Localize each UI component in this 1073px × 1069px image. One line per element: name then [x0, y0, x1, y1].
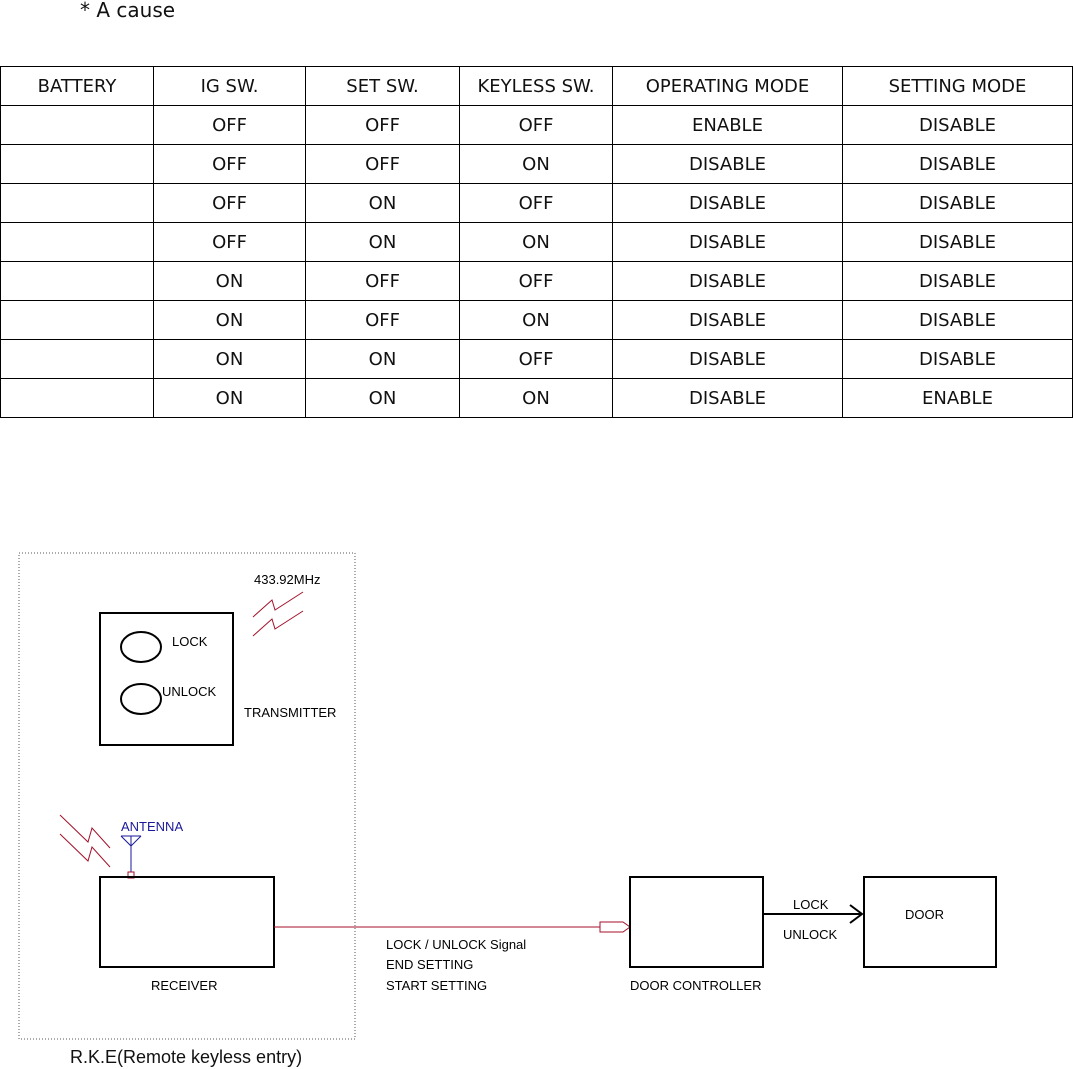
table-cell: ON [154, 379, 306, 418]
table-cell: ON [306, 340, 460, 379]
table-cell: OFF [306, 301, 460, 340]
lock-button-label: LOCK [172, 634, 208, 649]
table-cell: OFF [460, 184, 613, 223]
door-label: DOOR [905, 907, 944, 922]
table-cell: OFF [306, 145, 460, 184]
table-cell: ON [460, 301, 613, 340]
table-cell: ON [306, 184, 460, 223]
table-cell: ON [154, 301, 306, 340]
signal-arrow-icon [600, 922, 630, 932]
diagram-caption: R.K.E(Remote keyless entry) [70, 1047, 303, 1067]
table-cell: ENABLE [843, 379, 1073, 418]
unlock-button[interactable] [121, 684, 161, 714]
antenna-label: ANTENNA [121, 819, 184, 834]
table-cell: DISABLE [843, 106, 1073, 145]
table-cell: OFF [154, 106, 306, 145]
receiver-box [100, 877, 274, 967]
door-controller-label: DOOR CONTROLLER [630, 978, 762, 993]
table-cell: ON [306, 379, 460, 418]
door-link-lock-label: LOCK [793, 897, 829, 912]
unlock-button-label: UNLOCK [162, 684, 217, 699]
antenna-icon [121, 836, 141, 872]
table-cell: DISABLE [613, 301, 843, 340]
signal-label-start-setting: START SETTING [386, 978, 488, 993]
table-cell: ON [154, 262, 306, 301]
receive-wave-icon [60, 815, 110, 867]
header-set-sw: SET SW. [306, 67, 460, 106]
table-cell: OFF [306, 106, 460, 145]
table-cell: OFF [460, 106, 613, 145]
table-cell: OFF [154, 223, 306, 262]
transmitter-label: TRANSMITTER [244, 705, 337, 720]
header-ig-sw: IG SW. [154, 67, 306, 106]
table-cell: OFF [306, 262, 460, 301]
table-cell: DISABLE [843, 301, 1073, 340]
table-cell: ON [460, 145, 613, 184]
signal-label-lock-unlock: LOCK / UNLOCK Signal [386, 937, 527, 952]
table-cell: ON [154, 340, 306, 379]
table-cell: DISABLE [843, 145, 1073, 184]
signal-label-end-setting: END SETTING [386, 957, 474, 972]
door-link-unlock-label: UNLOCK [783, 927, 838, 942]
header-setting-mode: SETTING MODE [843, 67, 1073, 106]
table-cell: DISABLE [613, 223, 843, 262]
frequency-label: 433.92MHz [254, 572, 321, 587]
receiver-label: RECEIVER [151, 978, 218, 993]
table-cell: OFF [154, 145, 306, 184]
table-cell: DISABLE [613, 340, 843, 379]
table-cell: ON [460, 379, 613, 418]
table-cell: ON [306, 223, 460, 262]
header-battery: BATTERY [1, 67, 154, 106]
table-cell: OFF [154, 184, 306, 223]
table-cell: ENABLE [613, 106, 843, 145]
cause-note: * A cause [80, 0, 176, 22]
table-cell: DISABLE [843, 223, 1073, 262]
door-controller-box [630, 877, 763, 967]
transmit-wave-icon [253, 592, 303, 636]
table-cell: ON [460, 223, 613, 262]
header-keyless-sw: KEYLESS SW. [460, 67, 613, 106]
table-cell: DISABLE [613, 379, 843, 418]
header-operating-mode: OPERATING MODE [613, 67, 843, 106]
table-cell: DISABLE [843, 262, 1073, 301]
table-cell: DISABLE [843, 184, 1073, 223]
table-cell: DISABLE [613, 145, 843, 184]
table-cell: DISABLE [613, 184, 843, 223]
table-cell: OFF [460, 340, 613, 379]
table-cell: OFF [460, 262, 613, 301]
lock-button[interactable] [121, 632, 161, 662]
table-cell: DISABLE [613, 262, 843, 301]
door-box [864, 877, 996, 967]
transmitter-box [100, 613, 233, 745]
table-cell: DISABLE [843, 340, 1073, 379]
